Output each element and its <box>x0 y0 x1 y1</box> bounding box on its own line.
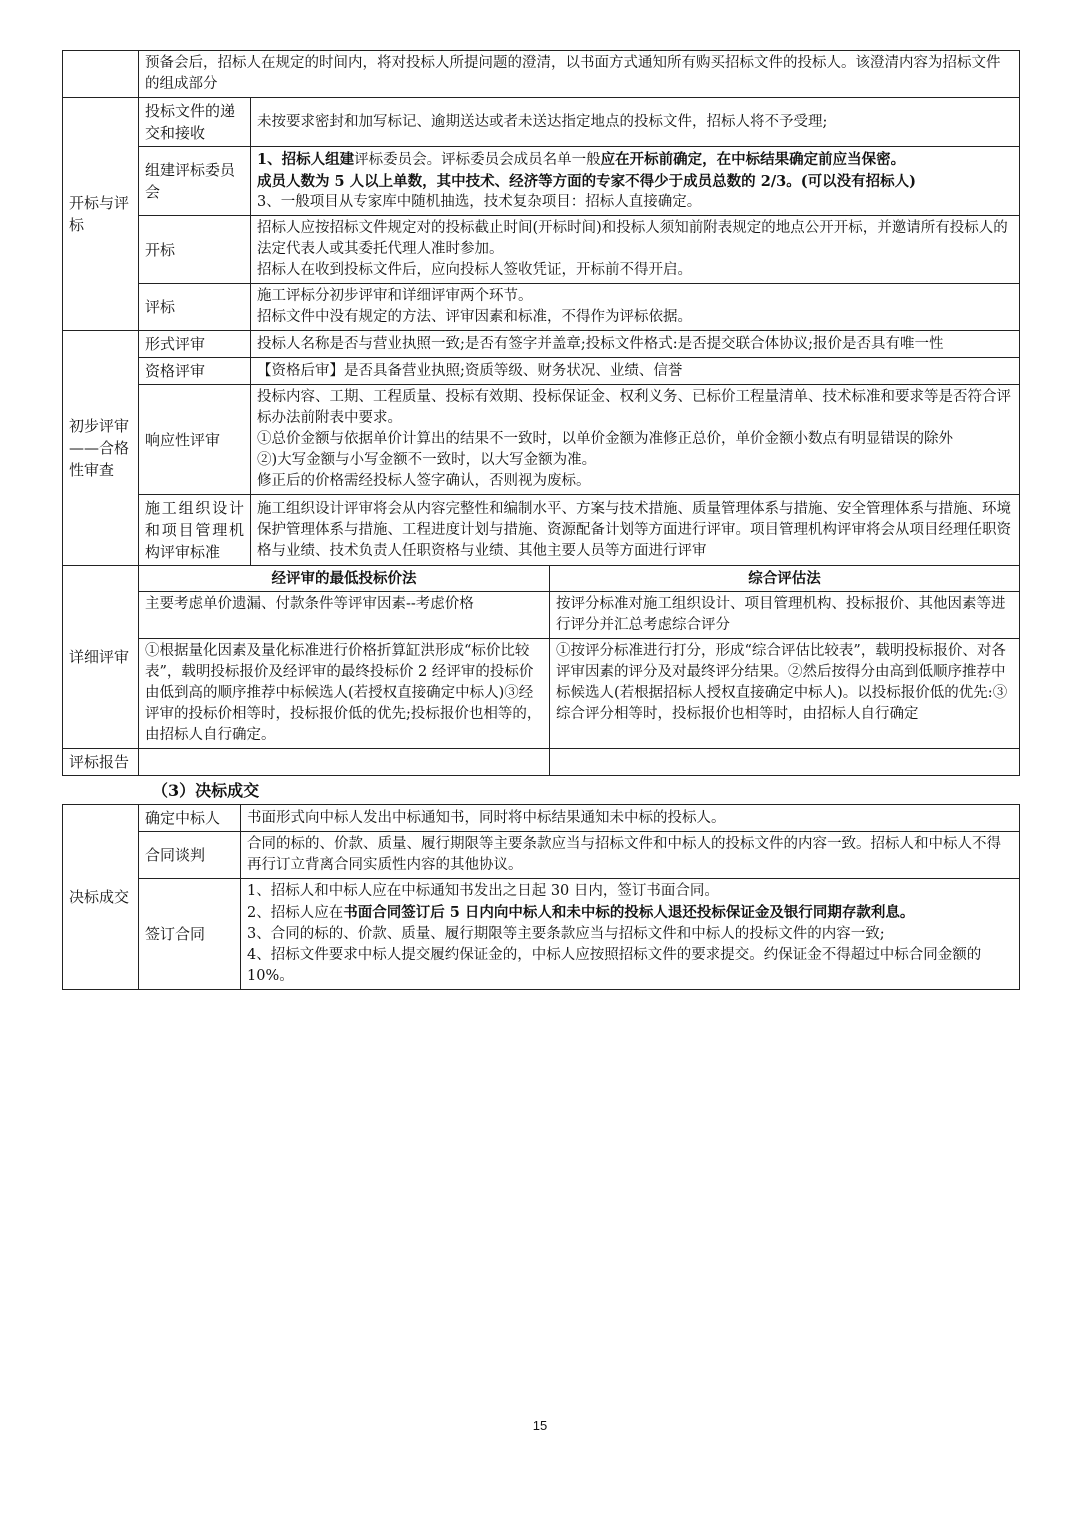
table-row <box>63 98 1020 147</box>
award-table <box>62 804 1020 990</box>
page-number: 15 <box>532 1418 548 1433</box>
table-row <box>63 805 1020 832</box>
row-content: 书面形式向中标人发出中标通知书，同时将中标结果通知未中标的投标人。 <box>241 805 1020 832</box>
table-row <box>63 147 1020 216</box>
award-section-label: 决标成交 <box>63 805 139 990</box>
row-content: 未按要求密封和加写标记、逾期送达或者未送达指定地点的投标文件，招标人将不予受理; <box>251 98 1020 147</box>
table-row <box>63 284 1020 331</box>
detailed-section-label: 详细评审 <box>63 566 139 749</box>
document-page <box>62 50 1019 990</box>
row-content: 投标内容、工期、工程质量、投标有效期、投标保证金、权利义务、已标价工程量清单、技术标准和要求等是否符合评标办法前附表中要求。 ①总价金额与依据单价计算出的结果不一致时，以单价金额为准修正总价，单价金额小数点有明显错误的除外 ②)大写金额与小写金额不一致时，以大写金额为准。 修正后的价格需经投标人签字确认，否则视为废标。 <box>251 385 1020 495</box>
table-row <box>63 51 1020 98</box>
section-title: （3）决标成交 <box>152 781 260 800</box>
table-row <box>63 832 1020 879</box>
row-content: 施工评标分初步评审和详细评审两个环节。 招标文件中没有规定的方法、评审因素和标准，不得作为评标依据。 <box>251 284 1020 331</box>
table-row <box>63 385 1020 495</box>
row-label: 施工组织设计和项目管理机构评审标准 <box>139 495 251 566</box>
table-row <box>63 592 1020 639</box>
left-cell <box>63 51 139 98</box>
row-label: 投标文件的递交和接收 <box>139 98 251 147</box>
row-content: 1、招标人和中标人应在中标通知书发出之日起 30 日内，签订书面合同。 2、招标人应在书面合同签订后 5 日内向中标人和未中标的投标人退还投标保证金及银行同期存款利息。 3、合同的标的、价款、质量、履行期限等主要条款应当与招标文件和中标人的投标文件的内容一致; 4、招标文件要求中标人提交履约保证金的，中标人应按照招标文件的要求提交。约保证金不得超过中标合同金额的 10%。 <box>241 879 1020 990</box>
comprehensive-method-header: 综合评估法 <box>550 566 1020 592</box>
row-label: 评标 <box>139 284 251 331</box>
table-row <box>63 879 1020 990</box>
table-row <box>63 331 1020 358</box>
table-row <box>63 749 1020 776</box>
clarification-text: 预备会后，招标人在规定的时间内，将对投标人所提问题的澄清，以书面方式通知所有购买招标文件的投标人。该澄清内容为招标文件的组成部分 <box>139 51 1020 98</box>
table-row <box>63 495 1020 566</box>
table-row <box>63 216 1020 284</box>
row-label: 组建评标委员会 <box>139 147 251 216</box>
preliminary-section-label: 初步评审——合格性审查 <box>63 331 139 566</box>
table-row <box>63 566 1020 592</box>
opening-section-label: 开标与评标 <box>63 98 139 331</box>
comprehensive-desc: 按评分标准对施工组织设计、项目管理机构、投标报价、其他因素等进行评分并汇总考虑综合评分 <box>550 592 1020 639</box>
row-label: 合同谈判 <box>139 832 241 879</box>
row-content: 施工组织设计评审将会从内容完整性和编制水平、方案与技术措施、质量管理体系与措施、安全管理体系与措施、环境保护管理体系与措施、工程进度计划与措施、资源配备计划等方面进行评审。项目管理机构评审将会从项目经理任职资格与业绩、技术负责人任职资格与业绩、其他主要人员等方面进行评审 <box>251 495 1020 566</box>
row-label: 签订合同 <box>139 879 241 990</box>
table-row <box>63 358 1020 385</box>
table-row <box>63 639 1020 749</box>
row-content: 1、招标人组建评标委员会。评标委员会成员名单一般应在开标前确定，在中标结果确定前应当保密。 成员人数为 5 人以上单数，其中技术、经济等方面的专家不得少于成员总数的 2/3。(可以没有招标人) 3、一般项目从专家库中随机抽选，技术复杂项目：招标人直接确定。 <box>251 147 1020 216</box>
row-label: 形式评审 <box>139 331 251 358</box>
row-content: 【资格后审】是否具备营业执照;资质等级、财务状况、业绩、信誉 <box>251 358 1020 385</box>
report-cell-empty <box>139 749 550 776</box>
row-label: 响应性评审 <box>139 385 251 495</box>
row-label: 开标 <box>139 216 251 284</box>
row-content: 投标人名称是否与营业执照一致;是否有签字并盖章;投标文件格式:是否提交联合体协议;报价是否具有唯一性 <box>251 331 1020 358</box>
row-label: 确定中标人 <box>139 805 241 832</box>
lowest-price-steps: ①根据量化因素及量化标准进行价格折算缸洪形成“标价比较表”，载明投标报价及经评审的最终投标价 2 经评审的投标价由低到高的顺序推荐中标候选人(若授权直接确定中标人)③经评审的投标价相等时，投标报价低的优先;投标报价也相等的，由招标人自行确定。 <box>139 639 550 749</box>
comprehensive-steps: ①按评分标准进行打分，形成“综合评估比较表”，载明投标报价、对各评审因素的评分及对最终评分结果。②然后按得分由高到低顺序推荐中标候选人(若根据招标人授权直接确定中标人)。以投标报价低的优先:③综合评分相等时，投标报价也相等时，由招标人自行确定 <box>550 639 1020 749</box>
row-content: 招标人应按招标文件规定对的投标截止时间(开标时间)和投标人须知前附表规定的地点公开开标，并邀请所有投标人的法定代表人或其委托代理人准时参加。 招标人在收到投标文件后，应向投标人签收凭证，开标前不得开启。 <box>251 216 1020 284</box>
report-section-label: 评标报告 <box>63 749 139 776</box>
lowest-price-method-header: 经评审的最低投标价法 <box>139 566 550 592</box>
report-cell-empty <box>550 749 1020 776</box>
row-label: 资格评审 <box>139 358 251 385</box>
row-content: 合同的标的、价款、质量、履行期限等主要条款应当与招标文件和中标人的投标文件的内容一致。招标人和中标人不得再行订立背离合同实质性内容的其他协议。 <box>241 832 1020 879</box>
bidding-table <box>62 50 1020 776</box>
lowest-price-desc: 主要考虑单价遗漏、付款条件等评审因素--考虑价格 <box>139 592 550 639</box>
